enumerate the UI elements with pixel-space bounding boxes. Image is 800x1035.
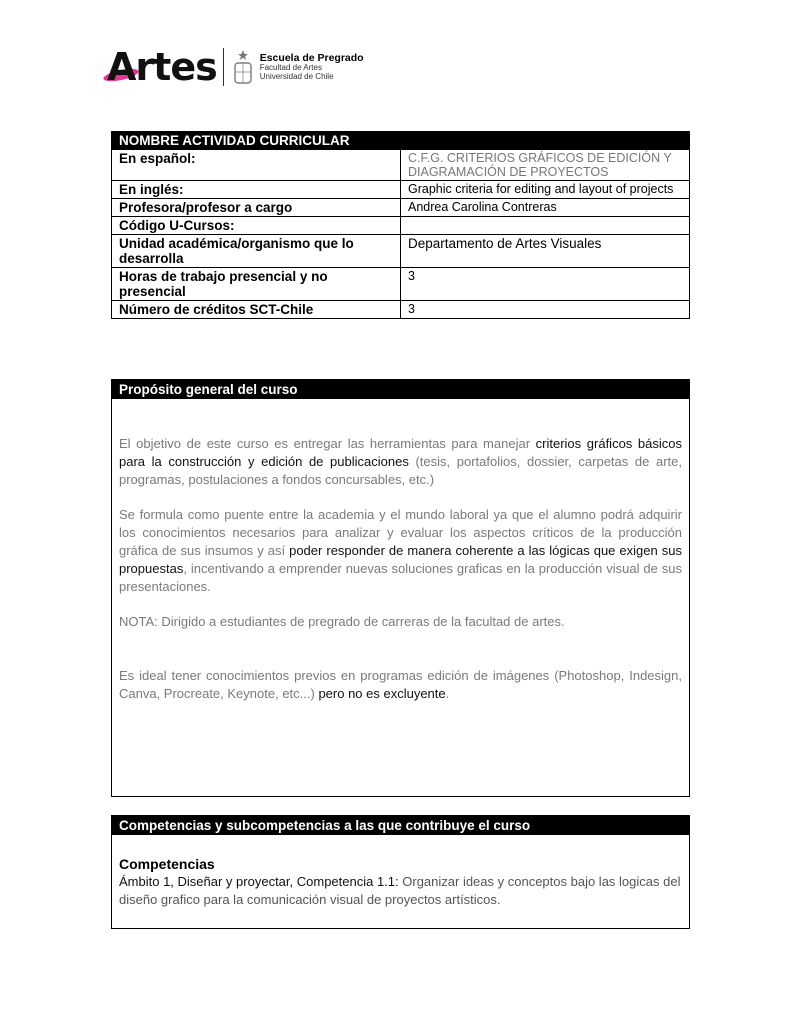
info-table-header-row <box>112 132 690 150</box>
row-unit <box>112 235 690 268</box>
label-professor: Profesora/profesor a cargo <box>112 199 401 217</box>
competency-text: Organizar ideas y conceptos bajo las logicas del diseño grafico para la comunicación visual de proyectos artísticos. <box>119 874 681 907</box>
university-name: Universidad de Chile <box>259 71 334 81</box>
row-professor <box>112 199 690 217</box>
p1-text-c: (tesis, portafolios, dossier, carpetas de arte, programas, postulaciones a fondos concursables, etc.) <box>119 454 682 487</box>
info-table-header: NOMBRE ACTIVIDAD CURRICULAR <box>112 132 690 150</box>
course-info-table <box>111 131 690 319</box>
p4-emphasis: pero no es excluyente <box>318 686 446 701</box>
purpose-body <box>112 399 689 703</box>
competencies-body <box>112 835 689 909</box>
purpose-paragraph-4 <box>119 667 682 703</box>
purpose-paragraph-2 <box>119 506 682 596</box>
header <box>107 42 364 92</box>
p4-text-c: . <box>445 686 450 701</box>
logo-separator <box>223 48 224 86</box>
competencies-heading: Competencias <box>119 856 215 872</box>
school-name-block <box>260 53 364 81</box>
row-spanish-name <box>112 150 690 181</box>
competencies-section <box>111 815 690 929</box>
value-english: Graphic criteria for editing and layout of projects <box>401 181 690 199</box>
label-hours: Horas de trabajo presencial y no presencial <box>112 268 401 301</box>
row-hours <box>112 268 690 301</box>
purpose-section <box>111 379 690 797</box>
school-name: Escuela de Pregrado <box>259 52 364 65</box>
value-credits: 3 <box>401 301 690 319</box>
value-professor: Andrea Carolina Contreras <box>401 199 690 217</box>
label-code: Código U-Cursos: <box>112 217 401 235</box>
row-credits <box>112 301 690 319</box>
university-seal-icon <box>232 48 254 86</box>
p2-emphasis: poder responder de manera coherente a las lógicas que exigen sus propuestas <box>119 543 682 576</box>
competencies-title: Competencias y subcompetencias a las que contribuye el curso <box>112 816 689 835</box>
value-unit: Departamento de Artes Visuales <box>401 235 690 268</box>
purpose-title: Propósito general del curso <box>112 380 689 399</box>
faculty-name: Facultad de Artes <box>259 63 322 73</box>
label-unit: Unidad académica/organismo que lo desarrolla <box>112 235 401 268</box>
label-credits: Número de créditos SCT-Chile <box>112 301 401 319</box>
value-code <box>401 217 690 235</box>
artes-logo <box>107 45 217 89</box>
competency-ambit: Ámbito 1, Diseñar y proyectar, Competencia 1.1: <box>119 874 399 889</box>
purpose-note: NOTA: Dirigido a estudiantes de pregrado de carreras de la facultad de artes. <box>119 614 565 629</box>
value-hours: 3 <box>401 268 690 301</box>
logo-text: Artes <box>107 45 217 89</box>
competency-item <box>119 873 682 909</box>
row-code <box>112 217 690 235</box>
p2-text-a: Se formula como puente entre la academia y el mundo laboral ya que el alumno podrá adquirir los conocimientos necesarios para analizar y evaluar los aspectos críticos de la producción gráfica de sus insumos y así <box>119 507 682 558</box>
label-spanish: En español: <box>112 150 401 181</box>
p1-emphasis: criterios gráficos básicos para la construcción y edición de publicaciones <box>119 436 683 469</box>
purpose-paragraph-1 <box>119 435 682 489</box>
row-english-name <box>112 181 690 199</box>
value-spanish: C.F.G. CRITERIOS GRÁFICOS DE EDICIÓN Y DIAGRAMACIÓN DE PROYECTOS <box>401 150 690 181</box>
p1-text-a: El objetivo de este curso es entregar las herramientas para manejar <box>119 436 536 451</box>
p4-text-a: Es ideal tener conocimientos previos en programas edición de imágenes (Photoshop, Indesign, Canva, Procreate, Keynote, etc...) <box>119 668 682 701</box>
p2-text-c: , incentivando a emprender nuevas soluciones graficas en la producción visual de sus presentaciones. <box>119 561 682 594</box>
label-english: En inglés: <box>112 181 401 199</box>
